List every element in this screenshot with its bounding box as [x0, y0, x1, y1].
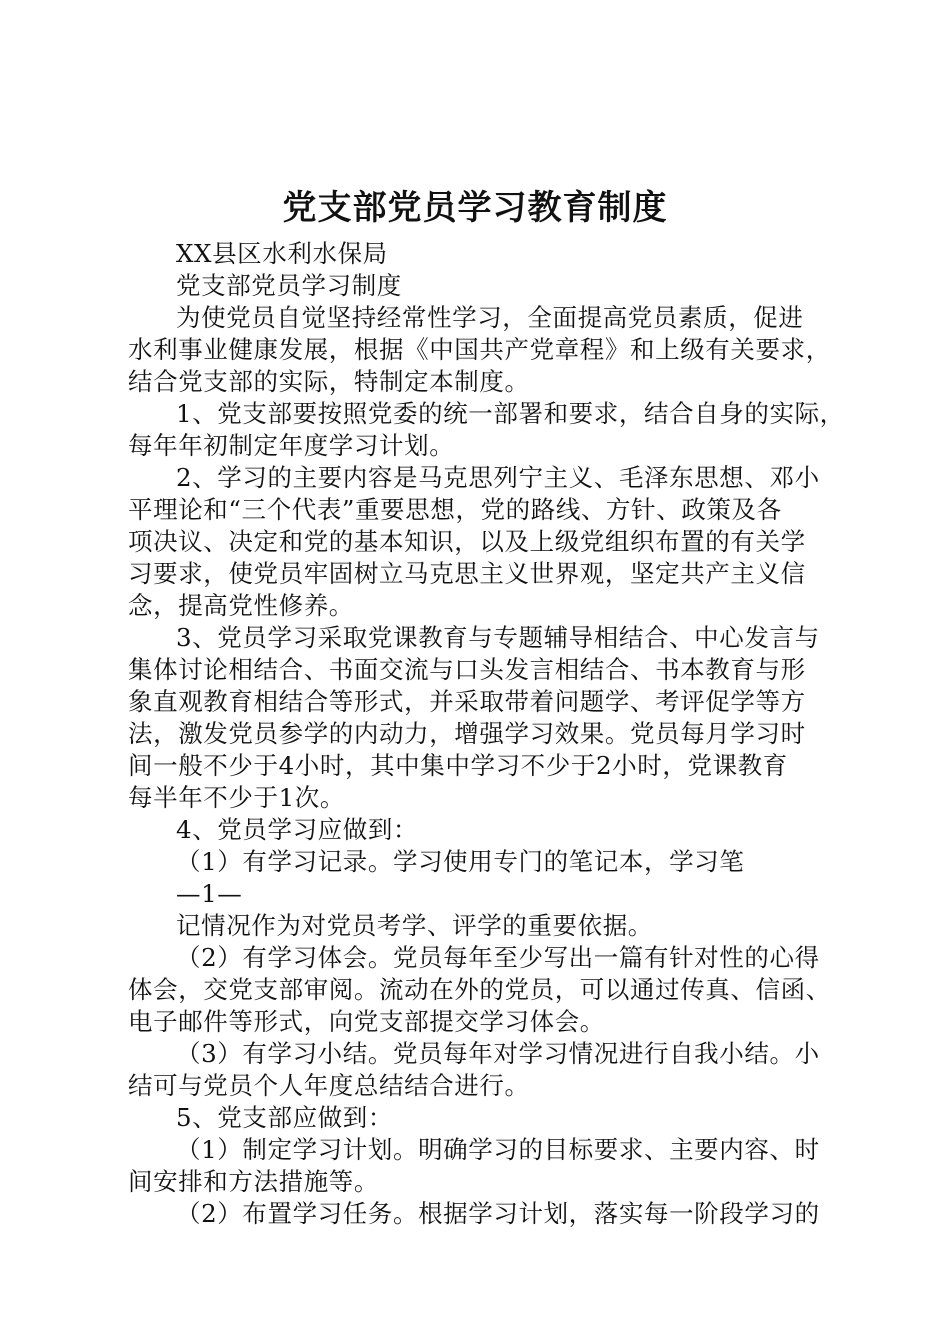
paragraph-line: 习要求，使党员牢固树立马克思主义世界观，坚定共产主义信	[128, 559, 806, 588]
paragraph-line: 2、学习的主要内容是马克思列宁主义、毛泽东思想、邓小	[176, 463, 820, 492]
paragraph-line: 每半年不少于1次。	[128, 783, 345, 812]
subtitle-line: 党支部党员学习制度	[176, 271, 402, 300]
paragraph-line: 项决议、决定和党的基本知识，以及上级党组织布置的有关学	[128, 527, 806, 556]
page-number-marker: —1—	[176, 879, 243, 908]
paragraph-line: 间安排和方法措施等。	[128, 1167, 379, 1196]
paragraph-line: 水利事业健康发展，根据《中国共产党章程》和上级有关要求，	[128, 335, 831, 364]
paragraph-line: 法，激发党员参学的内动力，增强学习效果。党员每月学习时	[128, 719, 806, 748]
paragraph-line: （2）有学习体会。党员每年至少写出一篇有针对性的心得	[176, 943, 820, 972]
paragraph-line: 4、党员学习应做到：	[176, 815, 419, 844]
paragraph-line: 1、党支部要按照党委的统一部署和要求，结合自身的实际，	[176, 399, 845, 428]
paragraph-line: （1）制定学习计划。明确学习的目标要求、主要内容、时	[176, 1135, 820, 1164]
paragraph-line: 象直观教育相结合等形式，并采取带着问题学、考评促学等方	[128, 687, 806, 716]
paragraph-line: 为使党员自觉坚持经常性学习，全面提高党员素质，促进	[176, 303, 804, 332]
paragraph-line: 记情况作为对党员考学、评学的重要依据。	[176, 911, 653, 940]
paragraph-line: 5、党支部应做到：	[176, 1103, 393, 1132]
paragraph-line: 3、党员学习采取党课教育与专题辅导相结合、中心发言与	[176, 623, 820, 652]
paragraph-line: （2）布置学习任务。根据学习计划，落实每一阶段学习的	[176, 1199, 820, 1228]
paragraph-line: 念，提高党性修养。	[128, 591, 354, 620]
document-title: 党支部党员学习教育制度	[282, 188, 668, 228]
paragraph-line: 电子邮件等形式，向党支部提交学习体会。	[128, 1007, 605, 1036]
paragraph-line: 结可与党员个人年度总结结合进行。	[128, 1071, 530, 1100]
paragraph-line: 集体讨论相结合、书面交流与口头发言相结合、书本教育与形	[128, 655, 806, 684]
paragraph-line: 平理论和“三个代表”重要思想，党的路线、方针、政策及各	[128, 495, 782, 524]
paragraph-line: 每年年初制定年度学习计划。	[128, 431, 455, 460]
paragraph-line: （3）有学习小结。党员每年对学习情况进行自我小结。小	[176, 1039, 820, 1068]
paragraph-line: 结合党支部的实际，特制定本制度。	[128, 367, 530, 396]
paragraph-line: （1）有学习记录。学习使用专门的笔记本，学习笔	[176, 847, 745, 876]
org-name-line: XX县区水利水保局	[176, 239, 388, 268]
paragraph-line: 体会，交党支部审阅。流动在外的党员，可以通过传真、信函、	[128, 975, 831, 1004]
paragraph-line: 间一般不少于4小时，其中集中学习不少于2小时，党课教育	[128, 751, 788, 780]
